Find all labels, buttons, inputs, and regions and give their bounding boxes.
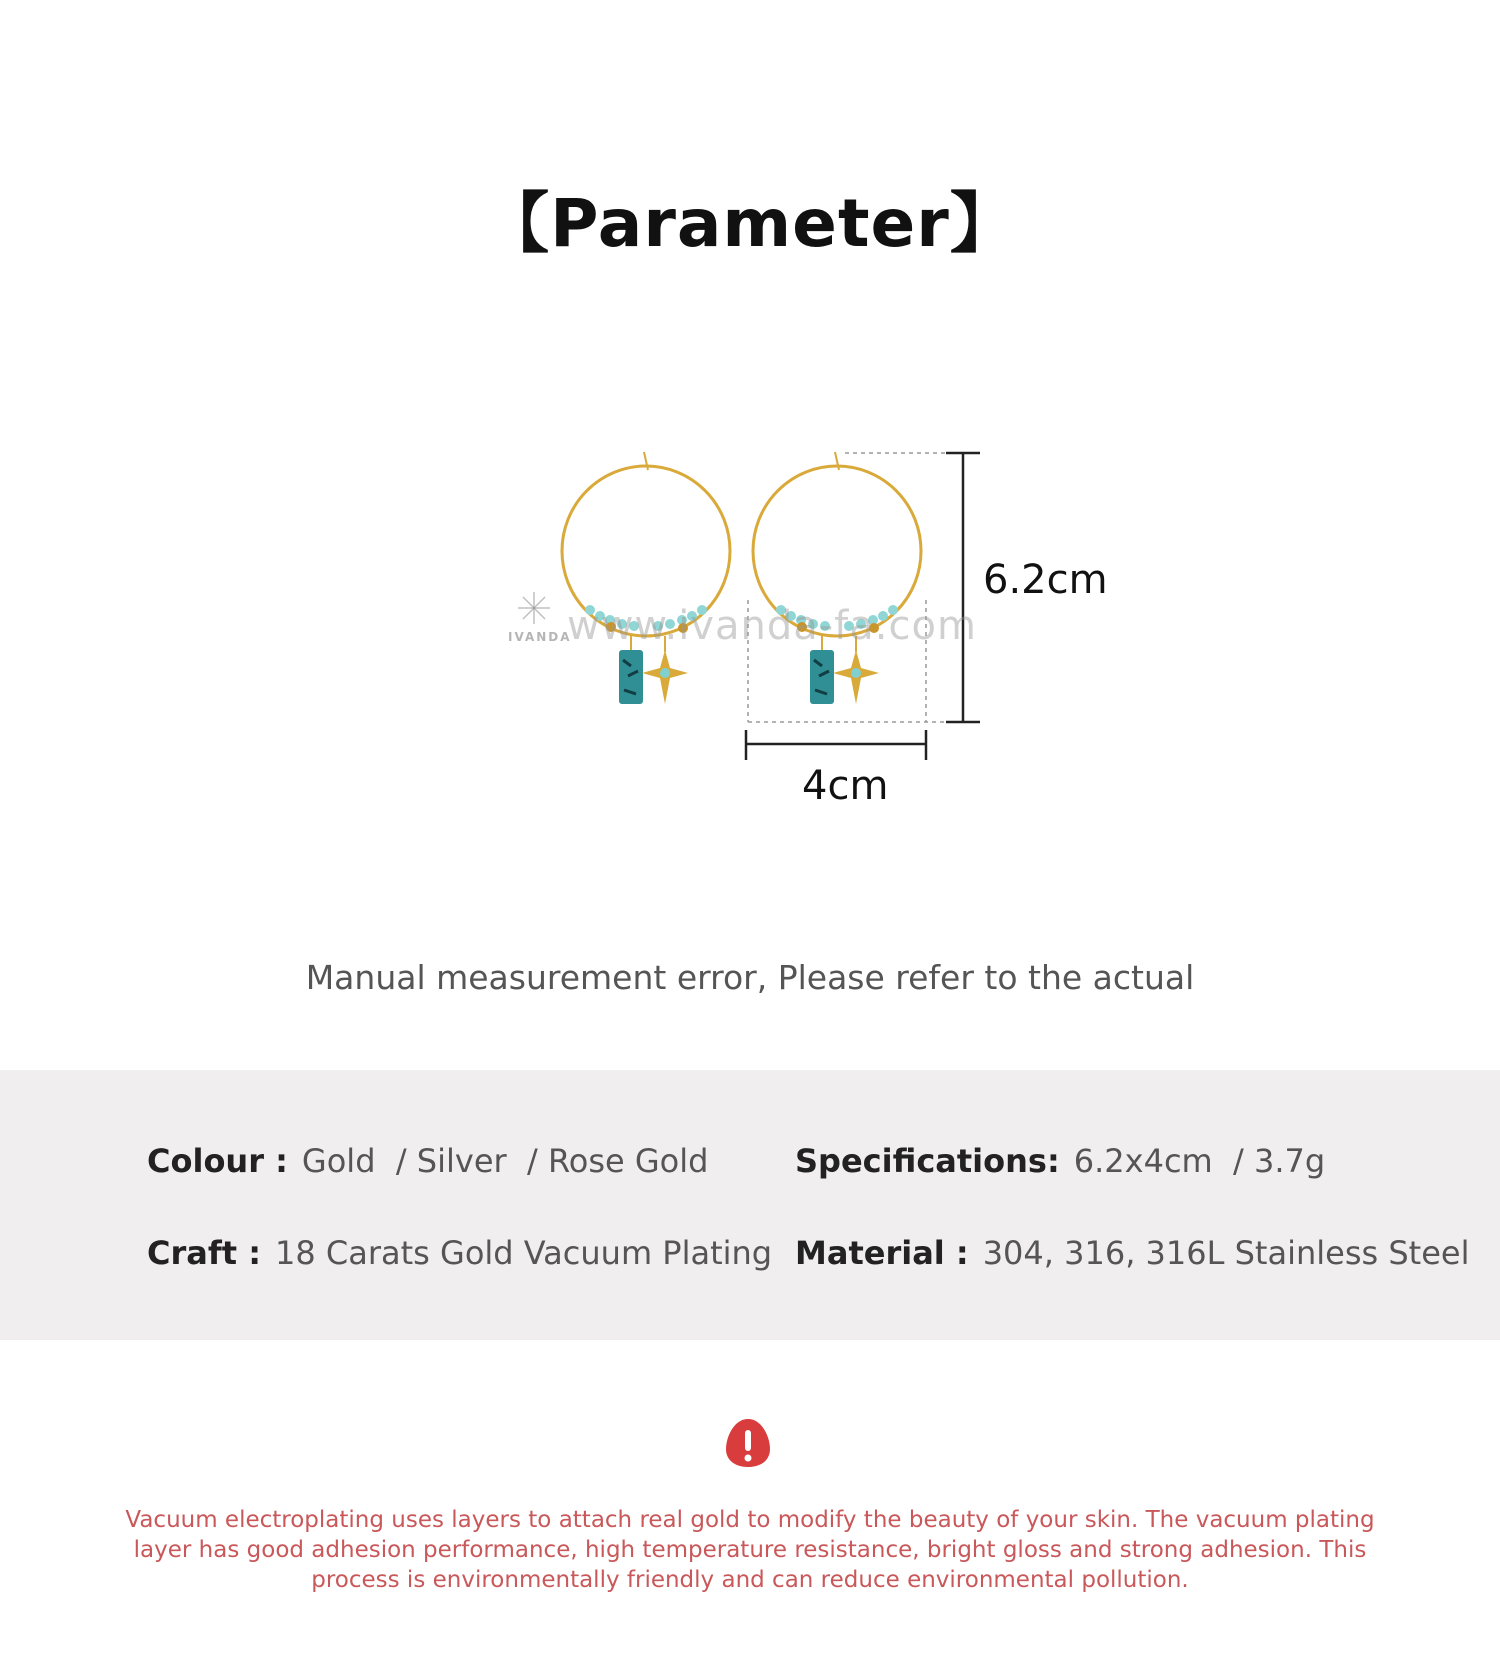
watermark-url: www.ivanda-fa.com: [567, 603, 977, 649]
right-earring: [753, 452, 921, 704]
spec-craft-label: Craft :: [147, 1234, 262, 1272]
page-title: 【Parameter】: [483, 185, 1017, 262]
watermark-logo: IVANDA: [508, 630, 572, 644]
spec-specifications-label: Specifications:: [795, 1142, 1060, 1180]
height-dimension-label: 6.2cm: [983, 557, 1108, 603]
spec-specifications: [795, 1142, 1325, 1180]
spec-colour: [147, 1142, 708, 1180]
exclamation-icon: [724, 1417, 772, 1469]
spec-band: [0, 1070, 1500, 1340]
plating-warning-text: Vacuum electroplating uses layers to attach real gold to modify the beauty of your skin. The vacuum plating layer has good adhesion performance, high temperature resistance, bright gloss and strong adhesion. This process is environmentally friendly and can reduce environmental pollution.: [125, 1507, 1375, 1593]
spec-colour-label: Colour :: [147, 1142, 288, 1180]
spec-craft: [147, 1234, 772, 1272]
spec-specifications-value: 6.2x4cm / 3.7g: [1073, 1142, 1326, 1180]
spec-material: [795, 1234, 1469, 1272]
measurement-note: Manual measurement error, Please refer to the actual: [305, 958, 1195, 997]
spec-material-label: Material :: [795, 1234, 969, 1272]
spec-colour-value: Gold / Silver / Rose Gold: [301, 1142, 709, 1180]
spec-craft-value: 18 Carats Gold Vacuum Plating: [275, 1234, 773, 1272]
width-dimension-label: 4cm: [802, 763, 889, 809]
left-earring: [562, 452, 730, 704]
spec-material-value: 304, 316, 316L Stainless Steel: [982, 1234, 1470, 1272]
